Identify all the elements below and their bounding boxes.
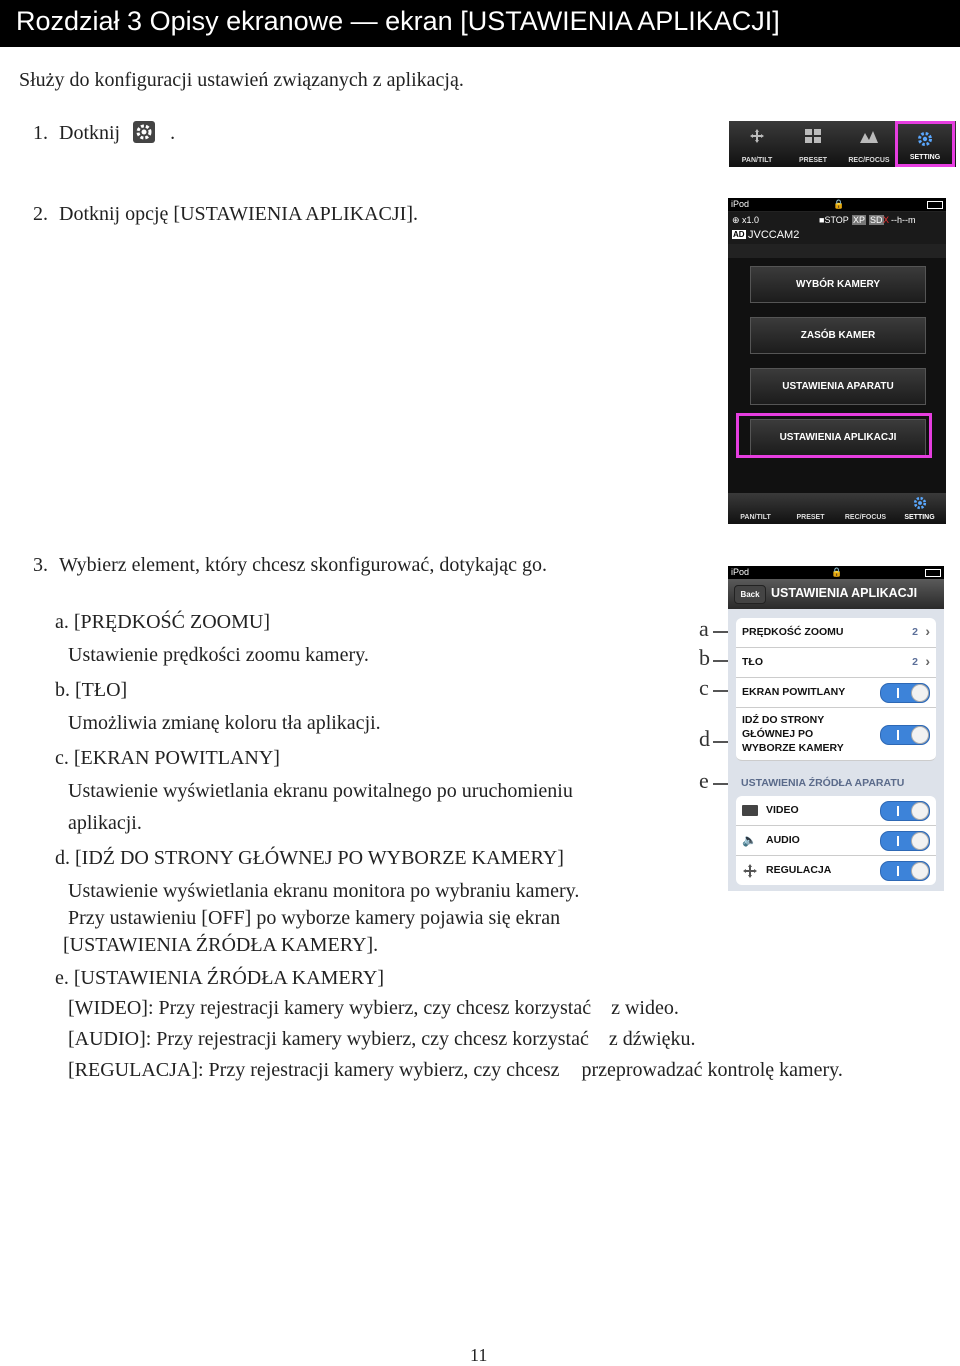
item-d-desc-1: Ustawienie wyświetlania ekranu monitora po wybraniu kamery.	[68, 880, 580, 902]
item-e-title: e. [USTAWIENIA ŹRÓDŁA KAMERY]	[55, 967, 384, 989]
row-zoom-speed[interactable]: PRĘDKOŚĆ ZOOMU 2 ›	[736, 618, 936, 648]
menu-panel	[728, 258, 946, 493]
item-c-title: c. [EKRAN POWITLANY]	[55, 747, 280, 769]
time-remaining: --h--m	[891, 215, 916, 225]
item-e-audio: [AUDIO]: Przy rejestracji kamery wybierz, czy chcesz korzystać z dźwięku.	[68, 1028, 696, 1050]
toolbar-screenshot	[729, 121, 956, 167]
tab-setting[interactable]: SETTING	[893, 493, 946, 524]
speaker-icon: 🔈	[742, 833, 757, 847]
tab-preset[interactable]: PRESET	[785, 121, 841, 167]
item-a-title: a. [PRĘDKOŚĆ ZOOMU]	[55, 611, 270, 633]
intro-text: Służy do konfiguracji ustawień związanych z aplikacją.	[19, 69, 464, 91]
chapter-header	[0, 0, 960, 47]
stop-status: ■STOP	[819, 215, 849, 225]
camera-status	[728, 212, 946, 244]
callout-c: c	[699, 675, 709, 700]
tab-rec-focus[interactable]: REC/FOCUS	[841, 121, 897, 167]
menu-ustawienia-aparatu[interactable]: USTAWIENIA APARATU	[750, 368, 926, 405]
gear-icon	[917, 131, 933, 147]
menu-ustawienia-aplikacji[interactable]: USTAWIENIA APLIKACJI	[750, 419, 926, 456]
gear-icon	[133, 121, 155, 143]
film-icon	[742, 805, 758, 816]
sd-badge: SD	[870, 215, 883, 225]
step-1-end: .	[170, 122, 176, 144]
callout-b: b	[699, 645, 710, 670]
menu-zasob-kamer[interactable]: ZASÓB KAMER	[750, 317, 926, 354]
item-d-desc-3: [USTAWIENIA ŹRÓDŁA KAMERY].	[63, 934, 379, 956]
screen-title: USTAWIENIA APLIKACJI	[771, 586, 918, 600]
item-a-desc: Ustawienie prędkości zoomu kamery.	[68, 644, 369, 666]
step-2	[33, 202, 418, 226]
chevron-right-icon: ›	[925, 623, 930, 639]
callout-a: a	[699, 616, 709, 641]
status-bar	[728, 566, 944, 579]
menu-wybor-kamery[interactable]: WYBÓR KAMERY	[750, 266, 926, 303]
goto-main-toggle[interactable]	[880, 725, 930, 745]
audio-toggle[interactable]	[880, 831, 930, 851]
carrier-label: iPod	[731, 199, 750, 209]
step-1-number: 1.	[33, 122, 48, 144]
row-regulacja: REGULACJA	[736, 856, 936, 885]
zoom-icon: ⊕	[732, 215, 740, 225]
camera-name: JVCCAM2	[748, 229, 800, 241]
nav-bar	[728, 579, 944, 609]
row-goto-main: IDŹ DO STRONY GŁÓWNEJ PO WYBORZE KAMERY	[736, 708, 936, 761]
highlight-frame	[736, 413, 932, 458]
phone-screenshot-settings	[728, 566, 944, 891]
tab-pan-tilt[interactable]: PAN/TILT	[740, 514, 771, 521]
phone-screenshot-menu	[728, 198, 946, 524]
preset-icon	[804, 128, 822, 144]
rec-focus-icon	[859, 128, 879, 144]
tab-setting-highlighted[interactable]: SETTING	[895, 121, 955, 167]
lock-icon: 🔒	[831, 567, 843, 577]
callout-d: d	[699, 726, 710, 751]
item-d-title: d. [IDŹ DO STRONY GŁÓWNEJ PO WYBORZE KAMERY]	[55, 847, 564, 869]
callout-e: e	[699, 768, 709, 793]
step-2-text: Dotknij opcję [USTAWIENIA APLIKACJI].	[59, 203, 418, 225]
xp-badge: XP	[853, 215, 866, 225]
item-e-video: [WIDEO]: Przy rejestracji kamery wybierz, czy chcesz korzystać z wideo.	[68, 997, 679, 1019]
section-header: USTAWIENIA ŹRÓDŁA APARATU	[741, 777, 905, 789]
pan-tilt-icon	[742, 863, 758, 879]
page-number: 11	[470, 1345, 488, 1365]
step-3-number: 3.	[33, 554, 48, 576]
video-toggle[interactable]	[880, 801, 930, 821]
tab-rec-focus[interactable]: REC/FOCUS	[844, 514, 887, 521]
step-1	[33, 121, 175, 145]
regulacja-toggle[interactable]	[880, 861, 930, 881]
item-e-regulacja: [REGULACJA]: Przy rejestracji kamery wybierz, czy chcesz przeprowadzać kontrolę kamery.	[68, 1059, 843, 1081]
item-b-title: b. [TŁO]	[55, 679, 128, 701]
battery-icon	[927, 201, 943, 209]
row-background[interactable]: TŁO 2 ›	[736, 648, 936, 678]
zoom-readout: x1.0	[742, 215, 760, 225]
chevron-right-icon: ›	[925, 653, 930, 669]
item-c-desc-1: Ustawienie wyświetlania ekranu powitalnego po uruchomieniu	[68, 780, 573, 802]
tab-preset[interactable]: PRESET	[796, 514, 825, 521]
ad-badge: AD	[733, 230, 745, 239]
lock-icon: 🔒	[833, 199, 845, 209]
x-mark: X	[883, 215, 890, 225]
item-d-desc-2: Przy ustawieniu [OFF] po wyborze kamery pojawia się ekran	[68, 907, 561, 929]
step-2-number: 2.	[33, 203, 48, 225]
bottom-toolbar	[728, 493, 946, 524]
battery-icon	[925, 569, 941, 577]
step-3	[33, 553, 547, 577]
status-bar	[728, 198, 946, 211]
splash-toggle[interactable]	[880, 683, 930, 703]
step-3-text: Wybierz element, który chcesz skonfigurować, dotykając go.	[59, 554, 548, 576]
step-1-text: Dotknij	[59, 122, 121, 144]
item-c-desc-2: aplikacji.	[68, 812, 142, 834]
chapter-title: Rozdział 3 Opisy ekranowe — ekran [USTAWIENIA APLIKACJI]	[16, 6, 780, 36]
back-button[interactable]: Back	[734, 585, 766, 604]
tab-pan-tilt[interactable]: PAN/TILT	[729, 121, 785, 167]
row-video: VIDEO	[736, 796, 936, 826]
row-audio: 🔈 AUDIO	[736, 826, 936, 856]
carrier-label: iPod	[731, 567, 750, 577]
row-splash-screen: EKRAN POWITLANY	[736, 678, 936, 708]
item-b-desc: Umożliwia zmianę koloru tła aplikacji.	[68, 712, 381, 734]
gear-icon	[913, 496, 927, 510]
pan-tilt-icon	[749, 128, 765, 144]
